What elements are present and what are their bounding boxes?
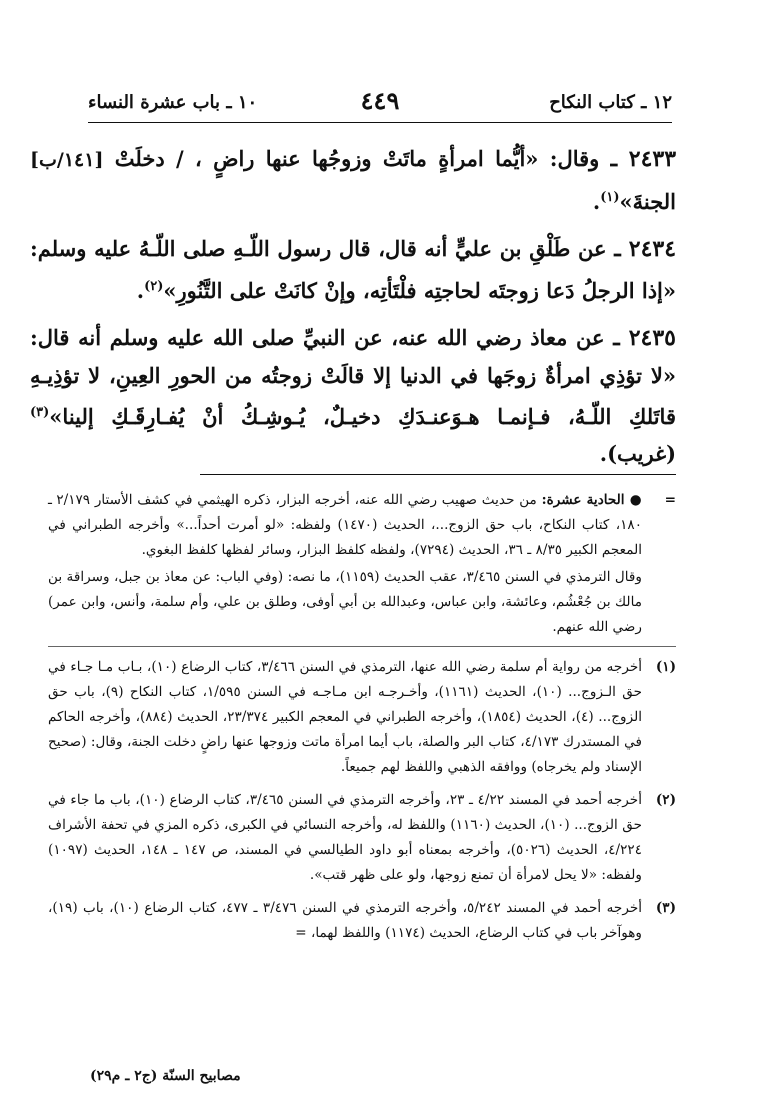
footnote-ref: (٣) [30,405,50,420]
grading: (غريب). [599,441,676,466]
footnote-continuation [48,488,676,640]
hadith-text: عن معاذ رضي الله عنه، عن النبيِّ صلى الله عليه وسلم أنه قال: «لا تؤذِي امرأةٌ زوجَها في الدنيا إلا قالَتْ زوجتُه من الحورِ العِينِ، لا تؤذِيـهِ قاتَلكِ اللّـهُ، فـإنمـا هـوَعنـدَكِ دخيـلٌ، يُـوشِـكُ أنْ يُفـارِقَـكِ إلينا» [30,325,677,429]
running-header [88,86,672,123]
hadith-number: ٢٤٣٤ ـ [614,236,677,262]
paragraph-text: من حديث صهيب رضي الله عنه، أخرجه البزار، ذكره الهيثمي في كشف الأستار ٢/١٧٩ ـ ١٨٠، كتاب النكاح، باب حق الزوج...، الحديث (١٤٧٠) ولفظه: «لو أمرت أحداً...» وأخرجه الطبراني في المعجم الكبير ٨/٣٥ ـ ٣٦، الحديث (٧٢٩٤)، ولفظه كلفظ البزار، وسائر لفظها كلفظ البغوي. [48,492,642,558]
hadith-number: ٢٤٣٣ ـ [610,146,677,172]
page-number: ٤٤٩ [360,86,400,115]
paragraph-heading: ● الحادية عشرة: [541,492,643,508]
hadith-2433 [30,140,676,220]
footnote-text: أخرجه من رواية أم سلمة رضي الله عنها، الترمذي في السنن ٣/٤٦٦، كتاب الرضاع (١٠)، بـاب مـا جـاء في حق الـزوج... (١٠)، الحديث (١١٦١)، وأخـرجـه ابن مـاجـه في السنن ١/٥٩٥، كتاب النكاح (٩)، باب حق الزوج... (٤)، الحديث (١٨٥٤)، وأخرجه الطبراني في المعجم الكبير ٢٣/٣٧٤، الحديث (٨٨٤)، وأخرجه الحاكم في المستدرك ٤/١٧٣، كتاب البر والصلة، باب أيما امرأة ماتت وزوجها عنها راضٍ دخلت الجنة، وقال: (صحيح الإسناد ولم يخرجاه) ووافقه الذهبي واللفظ لهم جميعاً. [48,659,643,775]
footnote-marker: (١) [655,659,676,675]
footnote-divider [200,474,676,475]
footnote-marker: (٣) [655,900,676,916]
hadith-text: وقال: «أيُّما امرأةٍ ماتَتْ وزوجُها عنها راضٍ ، / دخلَتْ [114,146,600,171]
printer-signature: مصابيح السنّة (ج٢ ـ م٢٩) [90,1068,241,1084]
hadith-text: عن طَلْقِ بن عليٍّ أنه قال، قال رسول اللّـهِ صلى اللّـهُ عليه وسلم: «إذا الرجلُ دَعا زوجتَه لحاجتِه فلْتَأتِه، وإنْ كانَتْ على التَّنُورِ» [30,236,676,303]
section-title: ١٠ ـ باب عشرة النساء [88,92,258,113]
footnote-ref: (١) [600,190,620,205]
paragraph-text: وقال الترمذي في السنن ٣/٤٦٥، عقب الحديث (١١٥٩)، ما نصه: (وفي الباب: عن معاذ بن جبل، وسراقة بن مالك بن جُعْشُم، وعائشة، وابن عباس، وعبدالله بن أبي أوفى، وطلق بن علي، وأم سلمة، وأنس، وابن عمر) رضي الله عنهم. [48,569,642,635]
chapter-title: ١٢ ـ كتاب النكاح [549,92,672,113]
footnote-text: أخرجه أحمد في المسند ٥/٢٤٢، وأخرجه الترمذي في السنن ٣/٤٧٦ ـ ٤٧٧، كتاب الرضاع (١٠)، باب (١٩)، وهوآخر باب في كتاب الرضاع، الحديث (١١٧٤) واللفظ لهما، = [48,900,642,941]
folio-marker: [١٤١/ب] [30,149,104,171]
continuation-marker: = [664,492,676,508]
footnote-paragraph [48,565,642,640]
footnote-1 [48,655,676,780]
hadith-end: . [592,189,601,214]
footnote-2 [48,788,676,888]
footnotes [48,488,676,946]
footnote-text: أخرجه أحمد في المسند ٤/٢٢ ـ ٢٣، وأخرجه الترمذي في السنن ٣/٤٦٥، كتاب الرضاع (١٠)، باب ما جاء في حق الزوج... (١٠)، الحديث (١١٦٠) واللفظ له، وأخرجه النسائي في الكبرى، ذكره المزي في تحفة الأشراف ٤/٢٢٤، الحديث (٥٠٢٦)، وأخرجه بمعناه أبو داود الطيالسي في المسند، ص ١٤٧ ـ ١٤٨، الحديث (١٠٩٧) ولفظه: «لا يحل لامرأة أن تمنع زوجها، ولو على ظهر قتب». [48,792,643,883]
hadith-2434 [30,230,676,309]
footnote-paragraph [48,488,642,563]
hadith-end: . [136,278,145,303]
footnote-ref: (٢) [144,279,164,294]
hadith-number: ٢٤٣٥ ـ [613,325,676,351]
main-text [30,140,676,472]
hadith-2435 [30,319,676,472]
footnote-separator [48,646,676,647]
hadith-text-continued: الجنةَ» [619,189,676,214]
footnote-marker: (٢) [655,792,676,808]
footnote-3 [48,896,676,946]
